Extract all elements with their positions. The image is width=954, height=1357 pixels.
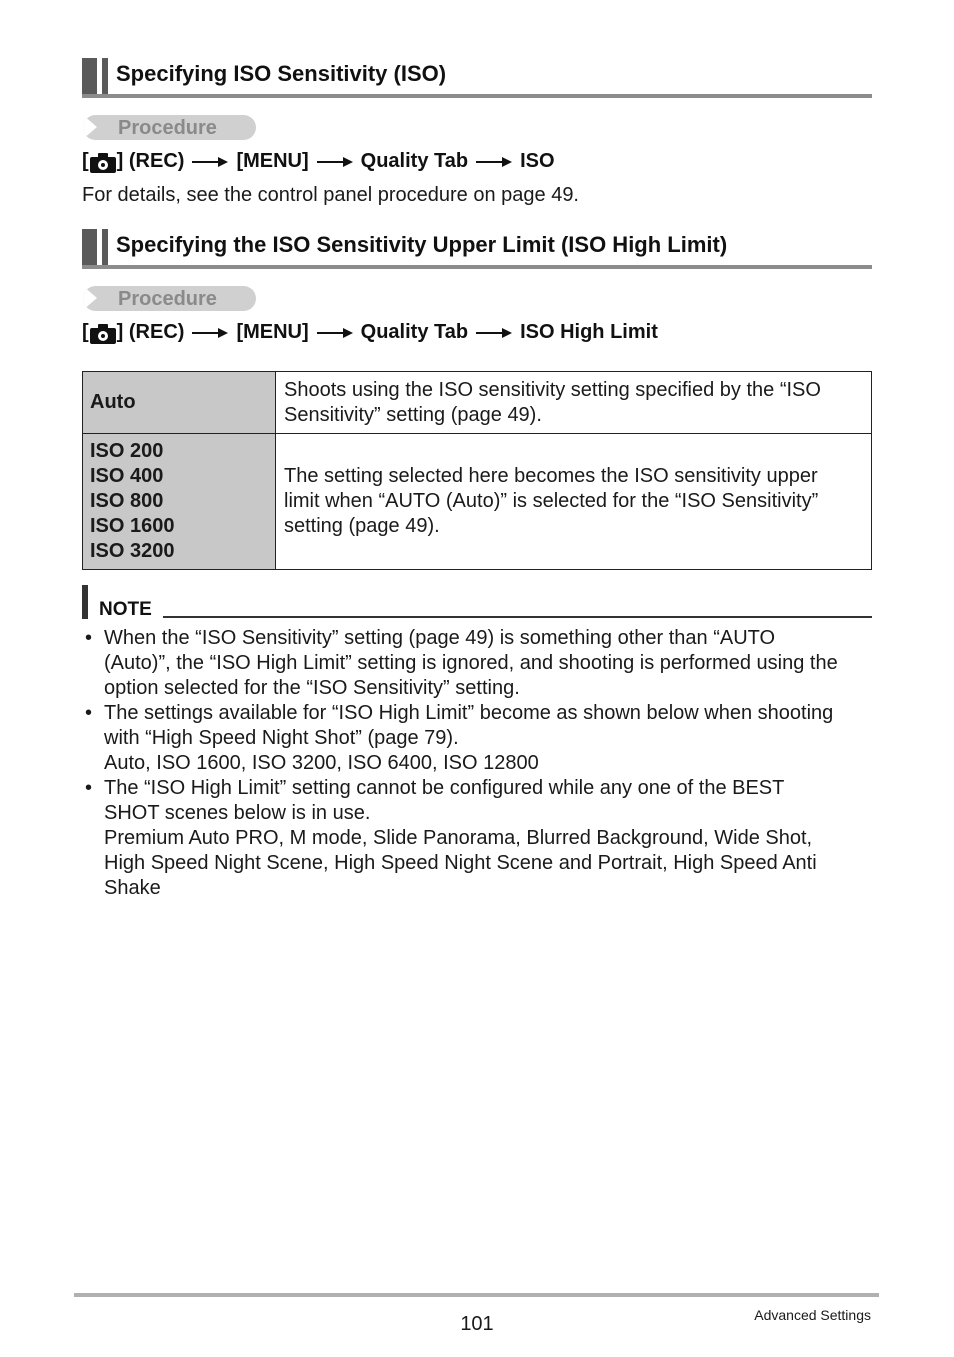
option-key: ISO 200 bbox=[90, 440, 164, 462]
note-line: SHOT scenes below is in use. bbox=[104, 802, 371, 824]
option-key: ISO 1600 bbox=[90, 515, 175, 537]
note-label: NOTE bbox=[99, 599, 152, 620]
option-desc-line: The setting selected here becomes the ISO sensitivity upper bbox=[284, 465, 818, 487]
note-list bbox=[82, 626, 872, 901]
option-key: ISO 400 bbox=[90, 465, 164, 487]
procedure-label: Procedure bbox=[118, 288, 217, 310]
path-bracket-open: [ bbox=[82, 150, 89, 172]
option-desc-cell bbox=[276, 372, 872, 434]
path-bracket-open: [ bbox=[82, 321, 89, 343]
footer-section-name: Advanced Settings bbox=[754, 1307, 871, 1323]
option-desc-line: limit when “AUTO (Auto)” is selected for the “ISO Sensitivity” bbox=[284, 490, 819, 512]
path-step-menu: [MENU] bbox=[236, 150, 309, 172]
right-arrow-icon bbox=[317, 156, 353, 168]
bullet-icon: • bbox=[85, 702, 93, 724]
note-line: Auto, ISO 1600, ISO 3200, ISO 6400, ISO 12800 bbox=[104, 752, 539, 774]
path-step-quality-tab: Quality Tab bbox=[360, 150, 469, 172]
note-line: option selected for the “ISO Sensitivity” setting. bbox=[104, 677, 520, 699]
right-arrow-icon bbox=[192, 156, 228, 168]
path-rec: ] (REC) bbox=[116, 150, 185, 172]
camera-icon bbox=[90, 153, 116, 171]
path-step-quality-tab: Quality Tab bbox=[360, 321, 469, 343]
note-line: High Speed Night Scene, High Speed Night Scene and Portrait, High Speed Anti bbox=[104, 852, 817, 874]
procedure-badge bbox=[83, 115, 256, 140]
note-item bbox=[82, 626, 872, 701]
chevron-icon bbox=[83, 115, 97, 139]
heading-bar-decoration bbox=[82, 229, 97, 265]
section-heading-iso bbox=[82, 58, 872, 98]
note-item bbox=[82, 776, 872, 901]
option-key: ISO 800 bbox=[90, 490, 164, 512]
option-key-cell bbox=[83, 434, 276, 570]
note-line: The “ISO High Limit” setting cannot be configured while any one of the BEST bbox=[104, 777, 785, 799]
path-step-menu: [MENU] bbox=[236, 321, 309, 343]
right-arrow-icon bbox=[476, 156, 512, 168]
option-desc-line: setting (page 49). bbox=[284, 515, 440, 537]
note-bar-decoration bbox=[82, 585, 88, 619]
right-arrow-icon bbox=[192, 327, 228, 339]
option-desc-line: Sensitivity” setting (page 49). bbox=[284, 403, 542, 426]
option-key: ISO 3200 bbox=[90, 540, 175, 562]
chevron-icon bbox=[83, 286, 97, 310]
option-desc-cell bbox=[276, 434, 872, 570]
procedure-label: Procedure bbox=[118, 117, 217, 139]
note-line: (Auto)”, the “ISO High Limit” setting is ignored, and shooting is performed using the bbox=[104, 652, 838, 674]
note-divider bbox=[163, 616, 872, 618]
note-line: Shake bbox=[104, 877, 161, 899]
details-text: For details, see the control panel procedure on page 49. bbox=[82, 184, 579, 206]
section-heading-iso-high-limit bbox=[82, 229, 872, 269]
option-desc-line: Shoots using the ISO sensitivity setting specified by the “ISO bbox=[284, 378, 821, 401]
table-row bbox=[83, 434, 872, 570]
procedure-badge bbox=[83, 286, 256, 311]
section-title: Specifying ISO Sensitivity (ISO) bbox=[116, 61, 447, 86]
right-arrow-icon bbox=[476, 327, 512, 339]
options-table bbox=[82, 371, 872, 570]
path-rec: ] (REC) bbox=[116, 321, 185, 343]
right-arrow-icon bbox=[317, 327, 353, 339]
camera-icon bbox=[90, 324, 116, 342]
path-step-iso: ISO bbox=[520, 150, 555, 172]
note-line: The settings available for “ISO High Limit” become as shown below when shooting bbox=[104, 702, 834, 724]
note-header bbox=[82, 585, 872, 619]
procedure-path bbox=[82, 150, 555, 173]
path-step-iso-high-limit: ISO High Limit bbox=[520, 321, 658, 343]
heading-bar-decoration bbox=[102, 229, 108, 265]
heading-bar-decoration bbox=[82, 58, 97, 94]
note-line: Premium Auto PRO, M mode, Slide Panorama, Blurred Background, Wide Shot, bbox=[104, 827, 813, 849]
note-line: with “High Speed Night Shot” (page 79). bbox=[104, 727, 459, 749]
procedure-path bbox=[82, 321, 658, 344]
note-item bbox=[82, 701, 872, 776]
heading-bar-decoration bbox=[102, 58, 108, 94]
option-key: Auto bbox=[90, 391, 136, 413]
note-line: When the “ISO Sensitivity” setting (page 49) is something other than “AUTO bbox=[104, 627, 776, 649]
option-key-cell bbox=[83, 372, 276, 434]
bullet-icon: • bbox=[85, 627, 93, 649]
bullet-icon: • bbox=[85, 777, 93, 799]
section-title: Specifying the ISO Sensitivity Upper Limit (ISO High Limit) bbox=[116, 232, 728, 257]
table-row bbox=[83, 372, 872, 434]
footer-divider bbox=[74, 1293, 879, 1297]
page-number: 101 bbox=[460, 1313, 494, 1335]
